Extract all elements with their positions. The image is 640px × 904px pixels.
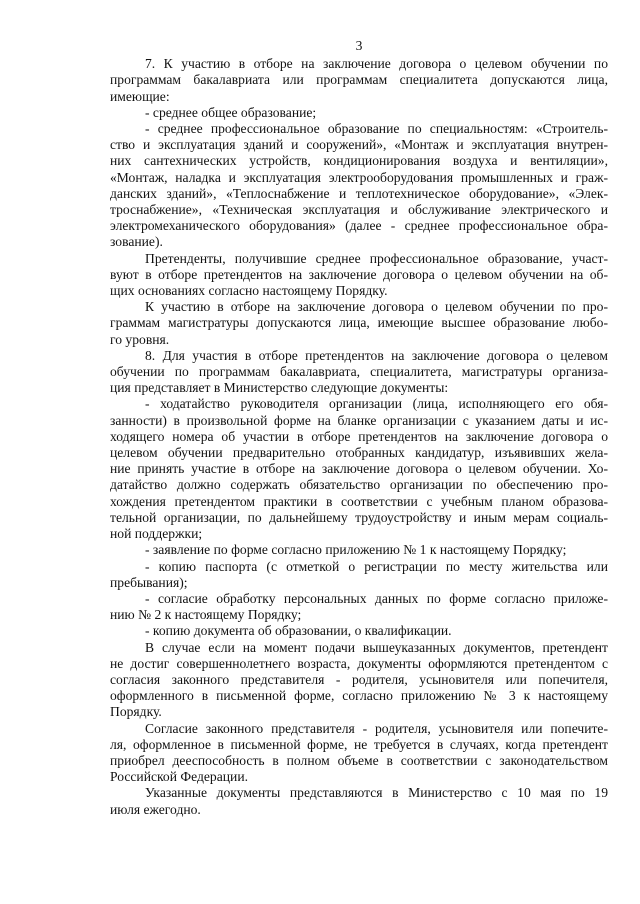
text-line: Указанные документы представляются в Министерство с 10 мая по 19 xyxy=(145,785,608,801)
text-line: 8. Для участия в отборе претендентов на заключение договора о целевом xyxy=(145,347,608,363)
text-line: ция представляет в Министерство следующие документы: xyxy=(110,380,449,396)
text-line: занности) в произвольной форме на бланке организации с указанием даты и ис- xyxy=(110,412,608,428)
text-line: - ходатайство руководителя организации (лица, исполняющего его обя- xyxy=(145,396,608,412)
text-line: пребывания); xyxy=(110,574,188,590)
text-line: 7. К участию в отборе на заключение договора о целевом обучении по xyxy=(145,56,608,72)
text-line: обучении по программам бакалавриата, специалитета, магистратуры организа- xyxy=(110,364,608,380)
text-line: ной поддержки; xyxy=(110,526,203,542)
text-line: Российской Федерации. xyxy=(110,769,248,785)
text-line: целевом обучении предварительно отобранных кандидатур, изъявивших жела- xyxy=(110,445,608,461)
text-line: троснабжение», «Техническая эксплуатация и обслуживание электрического и xyxy=(110,202,608,218)
text-line: - среднее общее образование; xyxy=(145,104,317,120)
text-line: - согласие обработку персональных данных по форме согласно приложе- xyxy=(145,590,608,606)
text-line: приобрел дееспособность в полном объеме в соответствии с законодательством xyxy=(110,752,608,768)
text-line: Согласие законного представителя - родителя, усыновителя или попечите- xyxy=(145,720,608,736)
text-line: июля ежегодно. xyxy=(110,801,201,817)
text-line: имеющие: xyxy=(110,88,170,104)
text-line: «Монтаж, наладка и эксплуатация электрооборудования промышленных и граж- xyxy=(110,169,608,185)
text-line: данских зданий», «Теплоснабжение и теплотехническое оборудование», «Элек- xyxy=(110,185,608,201)
text-line: го уровня. xyxy=(110,331,170,347)
text-line: них сантехнических устройств, кондиционирования воздуха и вентиляции», xyxy=(110,153,608,169)
text-line: ля, оформленное в письменной форме, не требуется в случаях, когда претендент xyxy=(110,736,608,752)
text-line: ние принять участие в отборе на заключение договора о целевом обучении. Хо- xyxy=(110,461,608,477)
document-body xyxy=(110,56,608,818)
page-number: 3 xyxy=(355,38,363,53)
text-line: датайство должно содержать обязательство организации по обеспечению про- xyxy=(110,477,608,493)
text-line: хождения претендентом практики в соответствии с учебным планом образова- xyxy=(110,493,608,509)
text-line: оформленного в письменной форме, согласно приложению № 3 к настоящему xyxy=(110,688,608,704)
text-line: зование). xyxy=(110,234,163,250)
text-line: граммам магистратуры допускаются лица, имеющие высшее образование любо- xyxy=(110,315,608,331)
text-line: - копию паспорта (с отметкой о регистрации по месту жительства или xyxy=(145,558,608,574)
text-line: щих основаниях согласно настоящему Порядку. xyxy=(110,283,388,299)
text-line: согласия законного представителя - родителя, усыновителя или попечителя, xyxy=(110,671,608,687)
text-line: - среднее профессиональное образование по специальностям: «Строитель- xyxy=(145,121,608,137)
text-line: электромеханического оборудования» (далее - среднее профессиональное обра- xyxy=(110,218,608,234)
text-line: В случае если на момент подачи вышеуказанных документов, претендент xyxy=(145,639,608,655)
text-line: программам бакалавриата или программам специалитета допускаются лица, xyxy=(110,72,608,88)
text-line: ство и эксплуатация зданий и сооружений», «Монтаж и эксплуатация внутрен- xyxy=(110,137,608,153)
text-line: - заявление по форме согласно приложению № 1 к настоящему Порядку; xyxy=(145,542,567,558)
text-line: - копию документа об образовании, о квалификации. xyxy=(145,623,452,639)
text-line: нию № 2 к настоящему Порядку; xyxy=(110,607,302,623)
text-line: Претенденты, получившие среднее профессиональное образование, участ- xyxy=(145,250,608,266)
text-line: ходящего номера об участии в отборе претендентов на заключение договора о xyxy=(110,428,608,444)
text-line: не достиг совершеннолетнего возраста, документы оформляются претендентом с xyxy=(110,655,608,671)
text-line: К участию в отборе на заключение договора о целевом обучении по про- xyxy=(145,299,608,315)
text-line: тельной организации, по дальнейшему трудоустройству и иным мерам социаль- xyxy=(110,509,608,525)
text-line: Порядку. xyxy=(110,704,162,720)
text-line: вуют в отборе претендентов на заключение договора о целевом обучении на об- xyxy=(110,266,608,282)
